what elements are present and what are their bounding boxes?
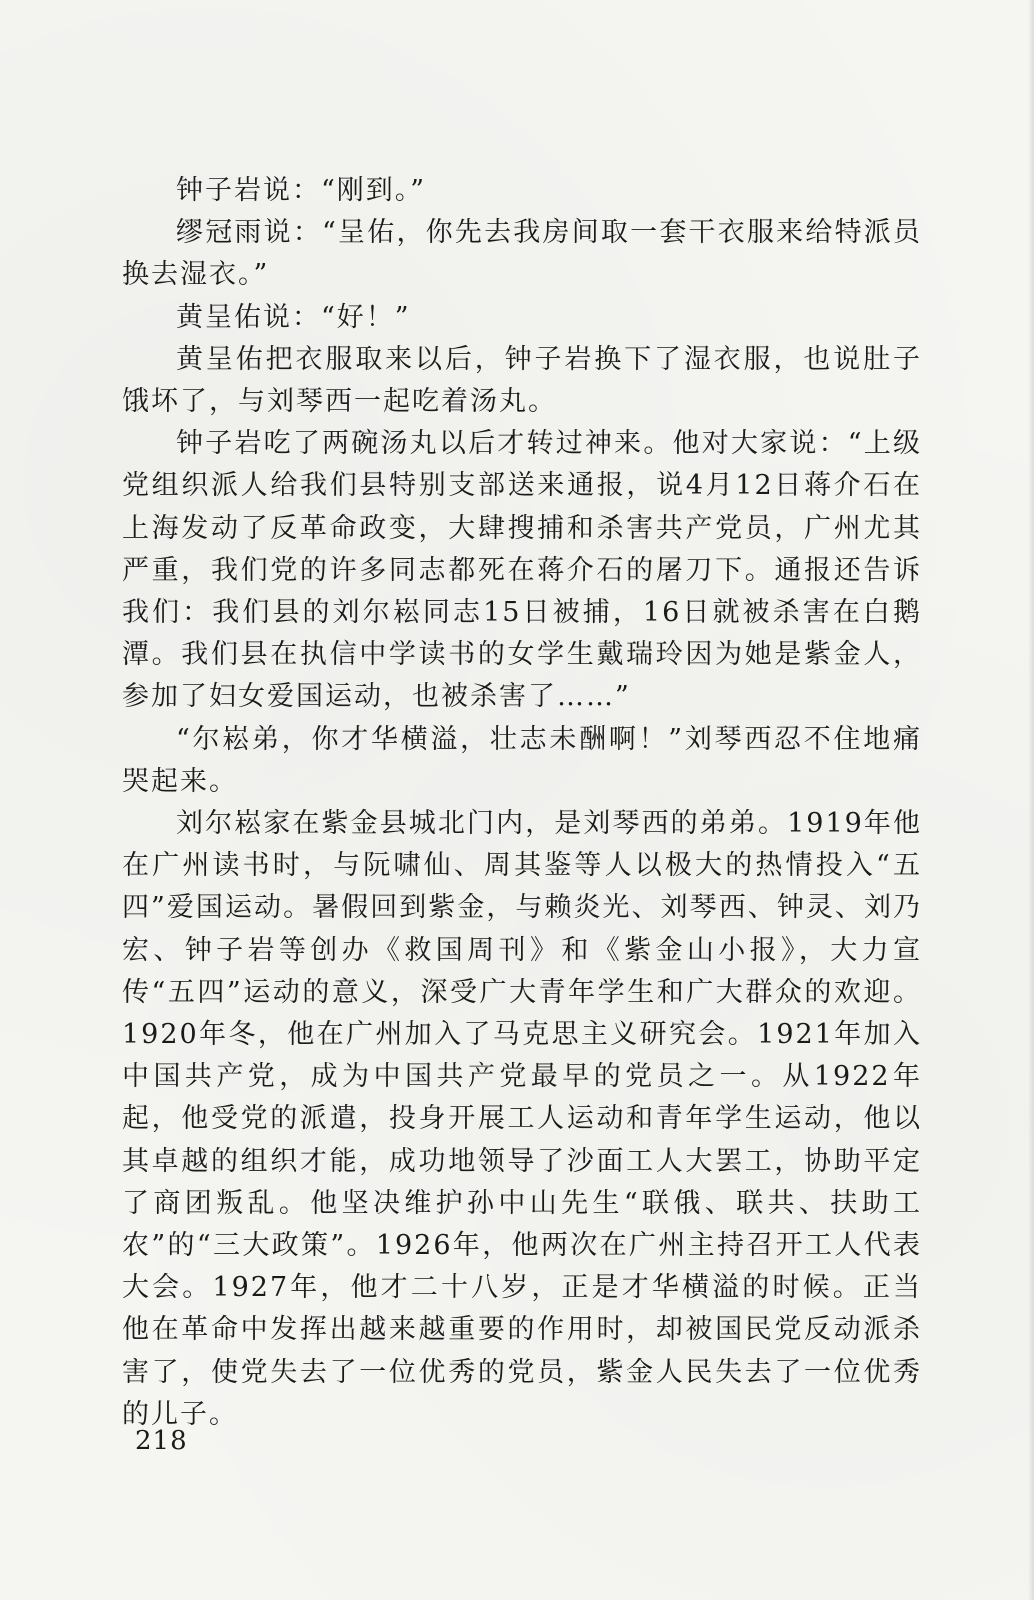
- paragraph-5: 钟子岩吃了两碗汤丸以后才转过神来。他对大家说：“上级党组织派人给我们县特别支部送来通报，说4月12日蒋介石在上海发动了反革命政变，大肆搜捕和杀害共产党员，广州尤其严重，我们党的许多同志都死在蒋介石的屠刀下。通报还告诉我们：我们县的刘尔崧同志15日被捕，16日就被杀害在白鹅潭。我们县在执信中学读书的女学生戴瑞玲因为她是紫金人，参加了妇女爱国运动，也被杀害了……”: [122, 428, 922, 713]
- body-text: [122, 170, 922, 1436]
- paragraph-7: 刘尔崧家在紫金县城北门内，是刘琴西的弟弟。1919年他在广州读书时，与阮啸仙、周其鉴等人以极大的热情投入“五四”爱国运动。暑假回到紫金，与赖炎光、刘琴西、钟灵、刘乃宏、钟子岩等创办《救国周刊》和《紫金山小报》，大力宣传“五四”运动的意义，深受广大青年学生和广大群众的欢迎。1920年冬，他在广州加入了马克思主义研究会。1921年加入中国共产党，成为中国共产党最早的党员之一。从1922年起，他受党的派遣，投身开展工人运动和青年学生运动，他以其卓越的组织才能，成功地领导了沙面工人大罢工，协助平定了商团叛乱。他坚决维护孙中山先生“联俄、联共、扶助工农”的“三大政策”。1926年，他两次在广州主持召开工人代表大会。1927年，他才二十八岁，正是才华横溢的时候。正当他在革命中发挥出越来越重要的作用时，却被国民党反动派杀害了，使党失去了一位优秀的党员，紫金人民失去了一位优秀的儿子。: [122, 808, 922, 1430]
- paragraph-2: 缪冠雨说：“呈佑，你先去我房间取一套干衣服来给特派员换去湿衣。”: [122, 217, 922, 291]
- paragraph-4: 黄呈佑把衣服取来以后，钟子岩换下了湿衣服，也说肚子饿坏了，与刘琴西一起吃着汤丸。: [122, 343, 922, 418]
- paragraph-3: 黄呈佑说：“好！”: [176, 301, 411, 333]
- page-number: 218: [135, 1426, 188, 1456]
- page-edge-shadow: [1028, 0, 1034, 1600]
- paragraph-1: 钟子岩说：“刚到。”: [176, 175, 427, 206]
- paragraph-6: “尔崧弟，你才华横溢，壮志未酬啊！”刘琴西忍不住地痛哭起来。: [122, 723, 922, 797]
